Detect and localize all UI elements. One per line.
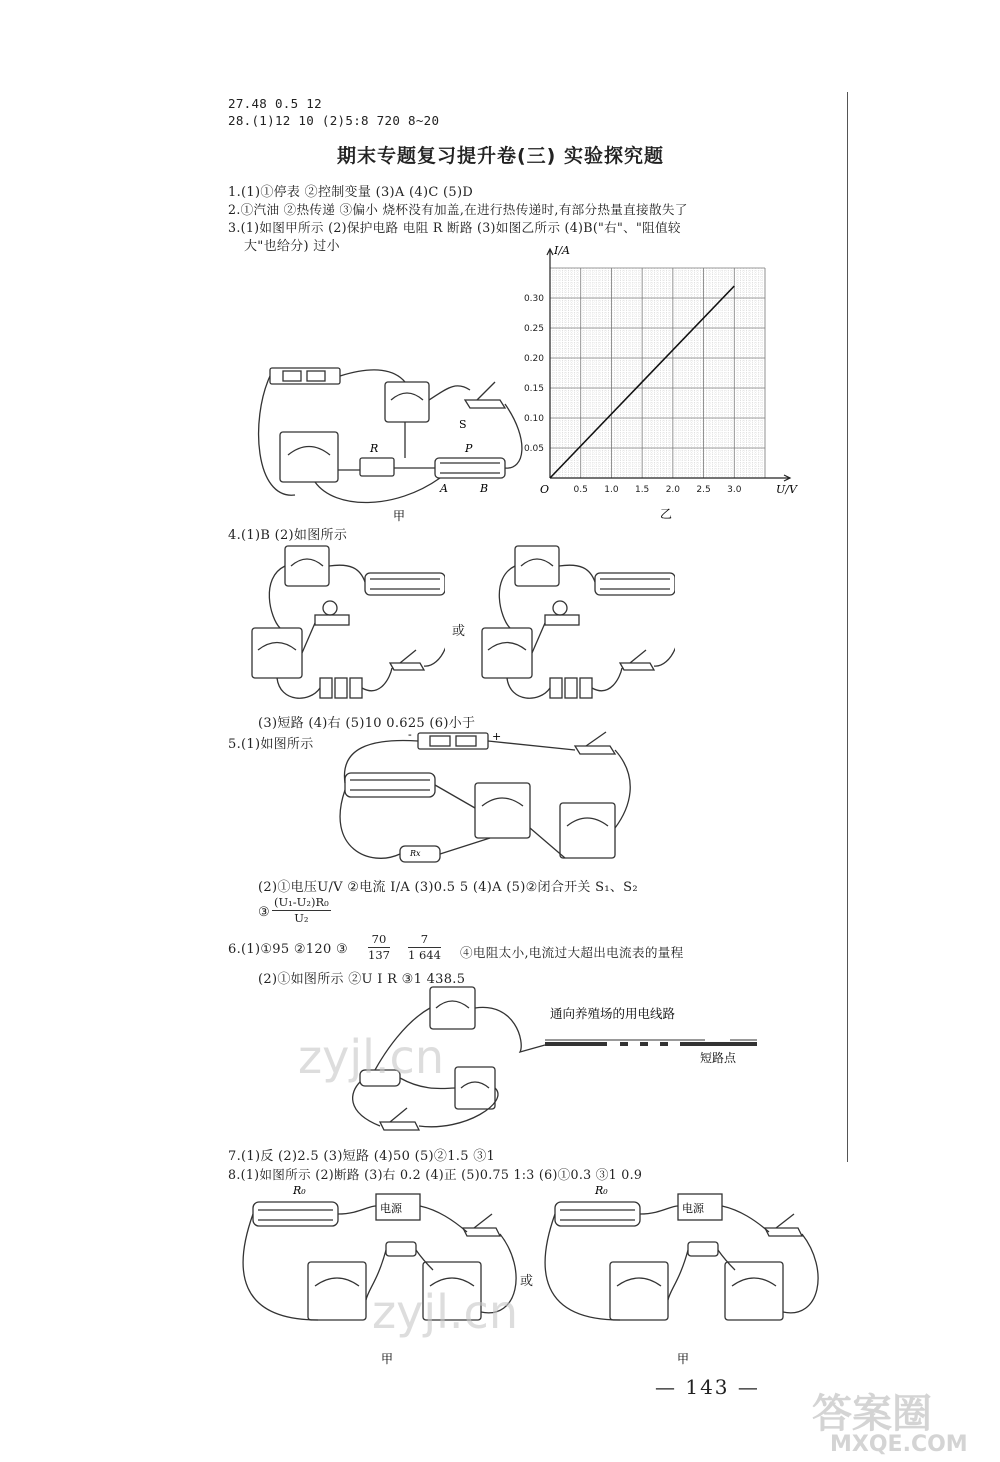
q6-fraction-1-den: 137 xyxy=(368,948,390,962)
question-2: 2.①汽油 ②热传递 ③偏小 烧杯没有加盖,在进行热传递时,有部分热量直接散失了 xyxy=(228,202,688,217)
q8-circuit-left xyxy=(238,1180,518,1370)
watermark-zyjl-1: zyjl.cn xyxy=(298,1030,444,1084)
y-tick-label: 0.10 xyxy=(523,414,544,424)
question-5-formula-prefix: ③ xyxy=(258,905,270,920)
battery-plus-label: + xyxy=(492,730,502,743)
q4-circuit-left xyxy=(240,538,445,713)
power-source-label-2: 电源 xyxy=(682,1202,704,1215)
x-tick-label: 2.0 xyxy=(665,485,681,495)
q5-circuit-diagram xyxy=(330,728,635,878)
y-axis-label: I/A xyxy=(554,246,570,257)
iu-chart xyxy=(520,246,820,521)
rx-label: Rx xyxy=(410,849,421,858)
column-divider xyxy=(847,92,848,1162)
r0-label-2: R₀ xyxy=(595,1184,608,1197)
y-tick-label: 0.15 xyxy=(523,384,544,394)
short-point-label: 短路点 xyxy=(700,1051,737,1065)
power-line-label: 通向养殖场的用电线路 xyxy=(550,1006,676,1021)
q6-fraction-2-num: 7 xyxy=(408,932,441,948)
question-8: 8.(1)如图所示 (2)断路 (3)右 0.2 (4)正 (5)0.75 1:3 (6)①0.3 ③1 0.9 xyxy=(228,1167,643,1182)
question-4-line1: 4.(1)B (2)如图所示 xyxy=(228,528,348,543)
question-5-line2: (2)①电压U/V ②电流 I/A (3)0.5 5 (4)A (5)②闭合开关 S₁、S₂ xyxy=(258,880,638,895)
q6-fraction-1-num: 70 xyxy=(368,932,390,948)
question-5-formula xyxy=(272,895,331,926)
origin-label: O xyxy=(540,483,550,496)
resistor-label: R xyxy=(370,442,379,455)
question-1: 1.(1)①停表 ②控制变量 (3)A (4)C (5)D xyxy=(228,185,474,200)
y-tick-label: 0.30 xyxy=(523,294,544,304)
q6-fraction-1 xyxy=(368,932,390,963)
slider-label: P xyxy=(465,442,473,455)
terminal-a-label: A xyxy=(440,482,448,495)
q8-or-label: 或 xyxy=(520,1274,534,1289)
answer-28: 28.(1)12 10 (2)5:8 720 8~20 xyxy=(228,113,440,128)
question-7: 7.(1)反 (2)2.5 (3)短路 (4)50 (5)②1.5 ③1 xyxy=(228,1149,496,1164)
question-6-suffix: ④电阻太小,电流过大超出电流表的量程 xyxy=(460,945,684,960)
q8-caption-left: 甲 xyxy=(381,1352,394,1366)
power-source-label: 电源 xyxy=(380,1202,402,1215)
y-tick-label: 0.25 xyxy=(523,324,544,334)
section-title: 期末专题复习提升卷(三) 实验探究题 xyxy=(337,145,664,167)
q6-fraction-2-den: 1 644 xyxy=(408,948,441,962)
question-6-prefix: 6.(1)①95 ②120 ③ xyxy=(228,942,348,957)
formula-numerator: (U₁-U₂)R₀ xyxy=(274,895,329,909)
figure-caption-jia: 甲 xyxy=(393,509,406,523)
watermark-daanquan: 答案圈 xyxy=(812,1391,932,1437)
chart-axes xyxy=(547,249,790,481)
x-tick-label: 1.0 xyxy=(604,485,619,495)
chart-grid xyxy=(550,268,765,478)
y-tick-label: 0.05 xyxy=(523,444,544,454)
watermark-zyjl-2: zyjl.cn xyxy=(372,1285,518,1339)
answer-27: 27.48 0.5 12 xyxy=(228,96,322,111)
question-6-line2: (2)①如图所示 ②U I R ③1 438.5 xyxy=(258,972,466,987)
y-tick-label: 0.20 xyxy=(523,354,544,364)
q8-circuit-right xyxy=(540,1180,820,1370)
question-4-line2: (3)短路 (4)右 (5)10 0.625 (6)小于 xyxy=(258,716,476,731)
question-5-line1: 5.(1)如图所示 xyxy=(228,737,314,752)
x-tick-label: 3.0 xyxy=(727,485,742,495)
x-axis-label: U/V xyxy=(776,483,797,496)
page-number: — 143 — xyxy=(655,1375,760,1399)
x-tick-label: 1.5 xyxy=(634,485,650,495)
x-tick-label: 2.5 xyxy=(696,485,711,495)
x-tick-label: 0.5 xyxy=(573,485,588,495)
q8-caption-right: 甲 xyxy=(677,1352,690,1366)
r0-label: R₀ xyxy=(293,1184,306,1197)
figure-caption-yi: 乙 xyxy=(660,507,673,521)
q3-circuit-diagram xyxy=(255,360,525,525)
q4-circuit-right xyxy=(470,538,675,713)
formula-denominator: U₂ xyxy=(294,911,309,925)
q4-or-label: 或 xyxy=(452,624,466,639)
watermark-mxqe: MXQE.COM xyxy=(830,1432,968,1457)
q6-fraction-2 xyxy=(408,932,441,963)
switch-label: S xyxy=(459,418,467,431)
battery-minus-label: - xyxy=(408,728,412,741)
question-3-line2: 大"也给分) 过小 xyxy=(244,239,340,254)
terminal-b-label: B xyxy=(480,482,489,495)
question-3-line1: 3.(1)如图甲所示 (2)保护电路 电阻 R 断路 (3)如图乙所示 (4)B("右"、"阻值较 xyxy=(228,220,681,235)
